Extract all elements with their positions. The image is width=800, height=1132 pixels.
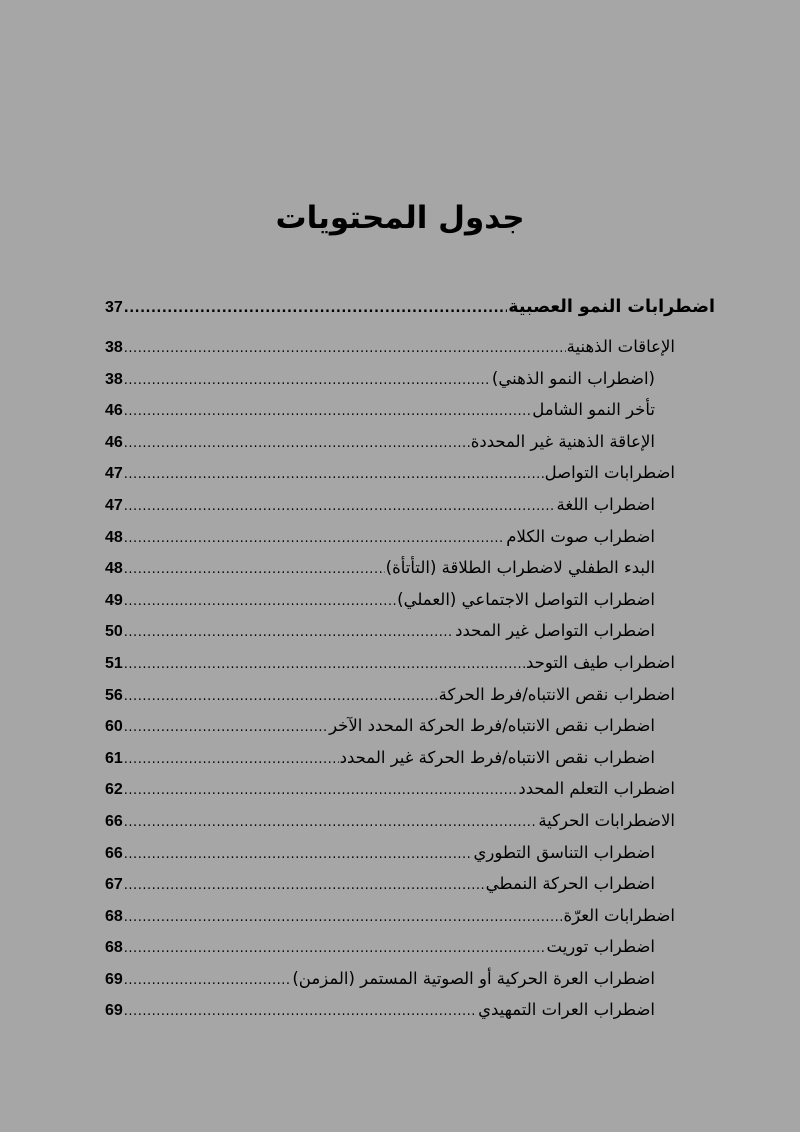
dot-leader bbox=[124, 902, 563, 934]
dot-leader bbox=[124, 775, 518, 807]
dot-leader bbox=[124, 807, 538, 839]
toc-entry-label: الإعاقة الذهنية غير المحددة bbox=[470, 431, 655, 451]
dot-leader bbox=[124, 996, 477, 1028]
toc-entry[interactable] bbox=[105, 521, 715, 553]
toc-page-number: 48 bbox=[105, 560, 123, 578]
toc-entry-label: اضطراب العرة الحركية أو الصوتية المستمر (المزمن) bbox=[292, 968, 655, 988]
dot-leader bbox=[124, 365, 491, 397]
toc-entry[interactable] bbox=[105, 931, 715, 963]
toc-page-number: 66 bbox=[105, 812, 123, 830]
toc-page-number: 37 bbox=[105, 299, 123, 316]
toc-entry-label: اضطراب توريت bbox=[546, 937, 655, 957]
toc-entry[interactable] bbox=[105, 363, 715, 395]
toc-page-number: 46 bbox=[105, 402, 123, 420]
toc-entry-label: اضطراب التعلم المحدد bbox=[518, 779, 675, 799]
dot-leader bbox=[124, 292, 507, 326]
toc-page-number: 56 bbox=[105, 686, 123, 704]
dot-leader bbox=[124, 681, 438, 713]
toc-page-number: 69 bbox=[105, 1002, 123, 1020]
toc-entry-label: اضطراب اللغة bbox=[556, 494, 655, 514]
toc-entry-label: اضطرابات التواصل bbox=[544, 463, 675, 483]
toc-entry[interactable] bbox=[105, 963, 715, 995]
toc-entry[interactable] bbox=[105, 742, 715, 774]
toc-page-number: 60 bbox=[105, 718, 123, 736]
toc-entry-label: اضطراب طيف التوحد bbox=[525, 652, 675, 672]
toc-entry-label: البدء الطفلي لاضطراب الطلاقة (التأتأة) bbox=[385, 558, 655, 578]
toc-entry[interactable] bbox=[105, 552, 715, 584]
toc-entry-label: اضطراب الحركة النمطي bbox=[485, 874, 655, 894]
toc-page-number: 62 bbox=[105, 781, 123, 799]
toc-entry-label: اضطراب العرات التمهيدي bbox=[478, 1000, 655, 1020]
toc-entry-label: اضطراب نقص الانتباه/فرط الحركة bbox=[438, 684, 675, 704]
toc-page-number: 38 bbox=[105, 370, 123, 388]
toc-entry[interactable] bbox=[105, 805, 715, 837]
toc-entry-label: (اضطراب النمو الذهني) bbox=[491, 368, 655, 388]
toc-page-number: 38 bbox=[105, 339, 123, 356]
toc-entry-label: اضطرابات العرّة bbox=[563, 905, 675, 925]
toc-entry-label: اضطراب نقص الانتباه/فرط الحركة غير المحدد bbox=[339, 747, 655, 767]
dot-leader bbox=[124, 554, 385, 586]
toc-entry[interactable] bbox=[105, 615, 715, 647]
toc-page-number: 67 bbox=[105, 876, 123, 894]
toc-page-number: 69 bbox=[105, 970, 123, 988]
toc-page-number: 47 bbox=[105, 465, 123, 483]
dot-leader bbox=[124, 459, 544, 491]
dot-leader bbox=[124, 933, 546, 965]
toc-entry[interactable] bbox=[105, 868, 715, 900]
toc-entry[interactable] bbox=[105, 837, 715, 869]
toc-entry[interactable] bbox=[105, 457, 715, 489]
dot-leader bbox=[124, 617, 454, 649]
dot-leader bbox=[124, 396, 531, 428]
toc-entry[interactable] bbox=[105, 994, 715, 1026]
dot-leader bbox=[124, 649, 525, 681]
dot-leader bbox=[124, 523, 506, 555]
toc-entry[interactable] bbox=[105, 773, 715, 805]
dot-leader bbox=[124, 428, 470, 460]
dot-leader bbox=[124, 586, 396, 618]
dot-leader bbox=[124, 491, 556, 523]
toc-entry[interactable] bbox=[105, 331, 715, 363]
toc-entry-label: اضطراب التواصل غير المحدد bbox=[455, 621, 655, 641]
toc-entry[interactable] bbox=[105, 584, 715, 616]
toc-page-number: 47 bbox=[105, 496, 123, 514]
toc-entry[interactable] bbox=[105, 900, 715, 932]
toc-page-number: 50 bbox=[105, 623, 123, 641]
dot-leader bbox=[124, 712, 328, 744]
toc-page-number: 61 bbox=[105, 749, 123, 767]
toc-page-number: 46 bbox=[105, 433, 123, 451]
toc-entry-label: اضطراب التواصل الاجتماعي (العملي) bbox=[397, 589, 655, 609]
toc-entry-label: اضطراب صوت الكلام bbox=[506, 526, 655, 546]
toc-entry[interactable] bbox=[105, 426, 715, 458]
dot-leader bbox=[124, 839, 473, 871]
dot-leader bbox=[124, 744, 339, 776]
dot-leader bbox=[124, 965, 292, 997]
toc-entry-label: اضطراب التناسق التطوري bbox=[473, 842, 655, 862]
toc-entry-label: تأخر النمو الشامل bbox=[532, 400, 655, 420]
toc-entry[interactable] bbox=[105, 489, 715, 521]
toc-entry-label: الإعاقات الذهنية bbox=[566, 337, 675, 356]
page-title: جدول المحتويات bbox=[275, 200, 525, 236]
toc-page-number: 68 bbox=[105, 907, 123, 925]
table-of-contents bbox=[105, 290, 715, 1026]
toc-page-number: 51 bbox=[105, 654, 123, 672]
toc-main-entry[interactable] bbox=[105, 290, 715, 328]
toc-entry-label: اضطراب نقص الانتباه/فرط الحركة المحدد الآخر bbox=[329, 716, 655, 736]
toc-entry[interactable] bbox=[105, 647, 715, 679]
toc-page-number: 68 bbox=[105, 939, 123, 957]
toc-page-number: 48 bbox=[105, 528, 123, 546]
toc-entry-label: الاضطرابات الحركية bbox=[538, 810, 675, 830]
toc-page-number: 49 bbox=[105, 591, 123, 609]
toc-entry[interactable] bbox=[105, 679, 715, 711]
toc-entry[interactable] bbox=[105, 394, 715, 426]
toc-entry-label: اضطرابات النمو العصبية bbox=[508, 297, 715, 317]
toc-page-number: 66 bbox=[105, 844, 123, 862]
toc-entry[interactable] bbox=[105, 710, 715, 742]
dot-leader bbox=[124, 870, 485, 902]
dot-leader bbox=[124, 333, 566, 365]
